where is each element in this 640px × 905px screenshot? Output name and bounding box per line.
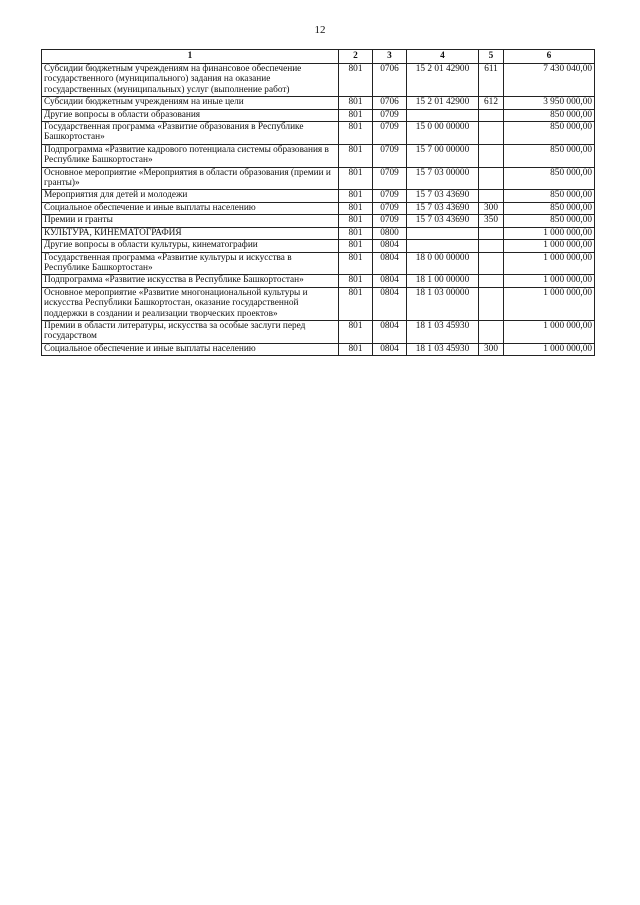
row-section-code: 0709 xyxy=(373,215,407,227)
row-expense-type xyxy=(479,109,504,121)
table-row xyxy=(42,144,595,167)
table-header-row xyxy=(42,50,595,64)
row-target-article: 15 7 03 43690 xyxy=(407,190,479,202)
row-expense-type: 300 xyxy=(479,202,504,214)
table-row xyxy=(42,343,595,355)
row-target-article: 18 1 03 45930 xyxy=(407,320,479,343)
row-expense-type xyxy=(479,275,504,287)
header-col-3: 3 xyxy=(373,50,407,64)
row-expense-type: 300 xyxy=(479,343,504,355)
table-row xyxy=(42,64,595,97)
row-ministry-code: 801 xyxy=(339,97,373,109)
row-ministry-code: 801 xyxy=(339,144,373,167)
row-expense-type: 612 xyxy=(479,97,504,109)
row-ministry-code: 801 xyxy=(339,240,373,252)
row-expense-type xyxy=(479,320,504,343)
table-row xyxy=(42,320,595,343)
row-description: Социальное обеспечение и иные выплаты населению xyxy=(42,343,339,355)
row-ministry-code: 801 xyxy=(339,190,373,202)
row-expense-type xyxy=(479,240,504,252)
row-target-article xyxy=(407,109,479,121)
table-row xyxy=(42,275,595,287)
row-target-article: 18 1 03 00000 xyxy=(407,287,479,320)
row-description: Премии и гранты xyxy=(42,215,339,227)
row-amount: 1 000 000,00 xyxy=(504,343,595,355)
row-ministry-code: 801 xyxy=(339,122,373,145)
row-target-article: 18 0 00 00000 xyxy=(407,252,479,275)
row-description: Другие вопросы в области культуры, кинематографии xyxy=(42,240,339,252)
table-row xyxy=(42,190,595,202)
row-ministry-code: 801 xyxy=(339,275,373,287)
row-target-article: 15 7 03 43690 xyxy=(407,215,479,227)
row-section-code: 0804 xyxy=(373,252,407,275)
row-section-code: 0804 xyxy=(373,287,407,320)
row-expense-type xyxy=(479,252,504,275)
row-amount: 1 000 000,00 xyxy=(504,227,595,239)
row-description: Основное мероприятие «Развитие многонациональной культуры и искусства Республики Башкортостан, оказание государственной поддержки в создании и реализации творческих проектов» xyxy=(42,287,339,320)
header-col-5: 5 xyxy=(479,50,504,64)
header-col-6: 6 xyxy=(504,50,595,64)
row-description: Субсидии бюджетным учреждениям на финансовое обеспечение государственного (муниципального) задания на оказание государственных (муниципальных) услуг (выполнение работ) xyxy=(42,64,339,97)
row-section-code: 0709 xyxy=(373,167,407,190)
row-section-code: 0706 xyxy=(373,97,407,109)
row-section-code: 0709 xyxy=(373,109,407,121)
row-amount: 850 000,00 xyxy=(504,109,595,121)
row-description: Социальное обеспечение и иные выплаты населению xyxy=(42,202,339,214)
row-ministry-code: 801 xyxy=(339,64,373,97)
table-row xyxy=(42,227,595,239)
table-row xyxy=(42,240,595,252)
row-section-code: 0706 xyxy=(373,64,407,97)
header-col-2: 2 xyxy=(339,50,373,64)
row-amount: 3 950 000,00 xyxy=(504,97,595,109)
row-section-code: 0804 xyxy=(373,275,407,287)
header-col-1: 1 xyxy=(42,50,339,64)
row-expense-type xyxy=(479,227,504,239)
row-amount: 1 000 000,00 xyxy=(504,287,595,320)
row-section-code: 0804 xyxy=(373,320,407,343)
row-target-article: 15 0 00 00000 xyxy=(407,122,479,145)
row-ministry-code: 801 xyxy=(339,287,373,320)
row-ministry-code: 801 xyxy=(339,252,373,275)
row-amount: 1 000 000,00 xyxy=(504,275,595,287)
row-target-article xyxy=(407,240,479,252)
row-target-article: 15 2 01 42900 xyxy=(407,97,479,109)
row-target-article: 18 1 00 00000 xyxy=(407,275,479,287)
row-description: КУЛЬТУРА, КИНЕМАТОГРАФИЯ xyxy=(42,227,339,239)
row-ministry-code: 801 xyxy=(339,227,373,239)
row-description: Премии в области литературы, искусства за особые заслуги перед государством xyxy=(42,320,339,343)
page-number: 12 xyxy=(314,24,326,36)
header-col-4: 4 xyxy=(407,50,479,64)
row-target-article: 18 1 03 45930 xyxy=(407,343,479,355)
row-description: Основное мероприятие «Мероприятия в области образования (премии и гранты)» xyxy=(42,167,339,190)
row-section-code: 0709 xyxy=(373,122,407,145)
row-section-code: 0709 xyxy=(373,202,407,214)
row-ministry-code: 801 xyxy=(339,215,373,227)
row-description: Субсидии бюджетным учреждениям на иные цели xyxy=(42,97,339,109)
row-section-code: 0804 xyxy=(373,343,407,355)
row-amount: 850 000,00 xyxy=(504,202,595,214)
row-target-article: 15 7 03 43690 xyxy=(407,202,479,214)
row-amount: 1 000 000,00 xyxy=(504,252,595,275)
row-ministry-code: 801 xyxy=(339,202,373,214)
row-description: Мероприятия для детей и молодежи xyxy=(42,190,339,202)
row-expense-type xyxy=(479,144,504,167)
row-description: Государственная программа «Развитие культуры и искусства в Республике Башкортостан» xyxy=(42,252,339,275)
row-amount: 850 000,00 xyxy=(504,122,595,145)
table-row xyxy=(42,97,595,109)
row-ministry-code: 801 xyxy=(339,320,373,343)
row-amount: 850 000,00 xyxy=(504,144,595,167)
row-target-article: 15 2 01 42900 xyxy=(407,64,479,97)
row-section-code: 0709 xyxy=(373,144,407,167)
row-target-article: 15 7 03 00000 xyxy=(407,167,479,190)
table-row xyxy=(42,167,595,190)
row-target-article xyxy=(407,227,479,239)
row-amount: 850 000,00 xyxy=(504,167,595,190)
row-ministry-code: 801 xyxy=(339,109,373,121)
row-ministry-code: 801 xyxy=(339,167,373,190)
row-expense-type xyxy=(479,122,504,145)
row-amount: 1 000 000,00 xyxy=(504,320,595,343)
row-description: Подпрограмма «Развитие кадрового потенциала системы образования в Республике Башкортостан» xyxy=(42,144,339,167)
table-row xyxy=(42,202,595,214)
row-amount: 1 000 000,00 xyxy=(504,240,595,252)
table-row xyxy=(42,252,595,275)
row-expense-type xyxy=(479,287,504,320)
table-row xyxy=(42,122,595,145)
row-expense-type xyxy=(479,167,504,190)
row-amount: 850 000,00 xyxy=(504,215,595,227)
table-body xyxy=(42,64,595,356)
row-expense-type: 350 xyxy=(479,215,504,227)
row-section-code: 0800 xyxy=(373,227,407,239)
row-ministry-code: 801 xyxy=(339,343,373,355)
table-row xyxy=(42,215,595,227)
row-description: Подпрограмма «Развитие искусства в Республике Башкортостан» xyxy=(42,275,339,287)
row-section-code: 0804 xyxy=(373,240,407,252)
row-description: Другие вопросы в области образования xyxy=(42,109,339,121)
row-description: Государственная программа «Развитие образования в Республике Башкортостан» xyxy=(42,122,339,145)
budget-table xyxy=(41,49,595,356)
table-row xyxy=(42,287,595,320)
row-section-code: 0709 xyxy=(373,190,407,202)
row-expense-type xyxy=(479,190,504,202)
row-amount: 850 000,00 xyxy=(504,190,595,202)
table-row xyxy=(42,109,595,121)
row-expense-type: 611 xyxy=(479,64,504,97)
row-target-article: 15 7 00 00000 xyxy=(407,144,479,167)
row-amount: 7 430 040,00 xyxy=(504,64,595,97)
